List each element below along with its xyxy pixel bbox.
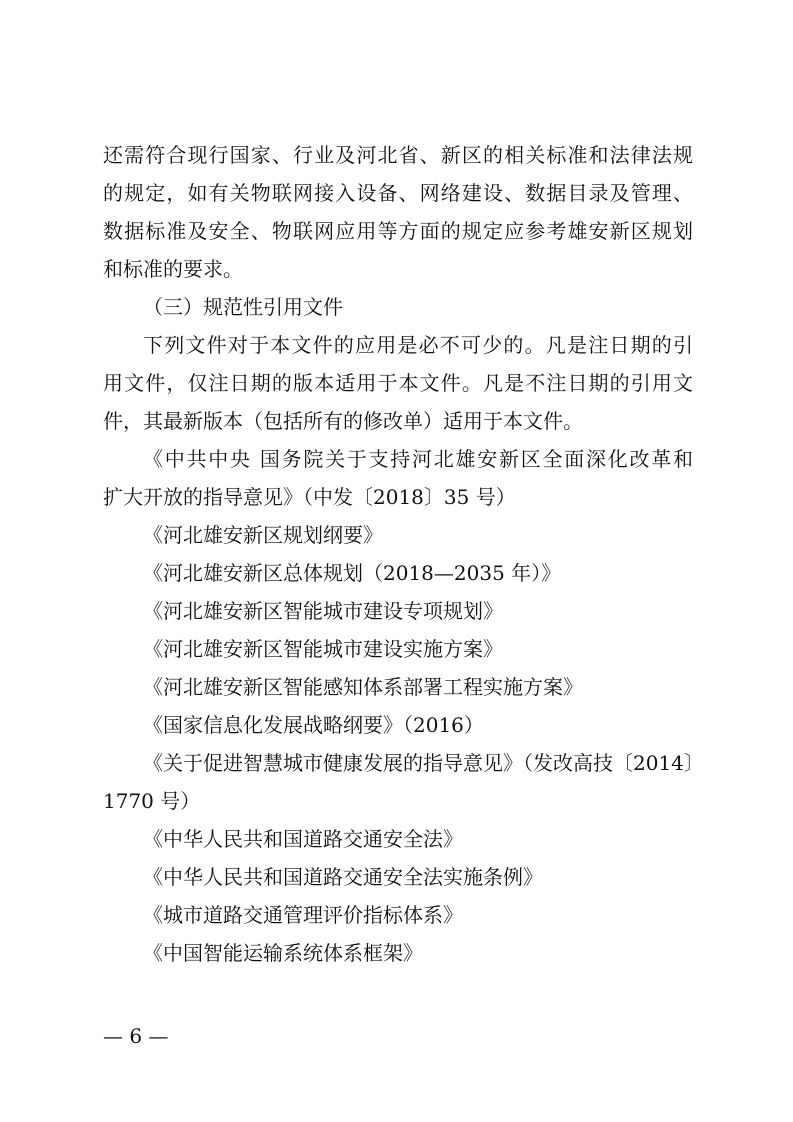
paragraph-line: 件，其最新版本（包括所有的修改单）适用于本文件。 — [103, 409, 583, 433]
paragraph-line: 的规定，如有关物联网接入设备、网络建设、数据目录及管理、 — [103, 181, 693, 205]
paragraph-line: 还需符合现行国家、行业及河北省、新区的相关标准和法律法规 — [103, 143, 693, 167]
reference-item: 扩大开放的指导意见》（中发〔2018〕35 号） — [103, 485, 516, 509]
paragraph-line: 用文件，仅注日期的版本适用于本文件。凡是不注日期的引用文 — [103, 371, 693, 395]
reference-item: 《河北雄安新区智能城市建设专项规划》 — [143, 599, 503, 623]
reference-item: 《河北雄安新区总体规划（2018—2035 年）》 — [143, 561, 562, 585]
paragraph-line: 数据标准及安全、物联网应用等方面的规定应参考雄安新区规划 — [103, 219, 693, 243]
reference-item: 《城市道路交通管理评价指标体系》 — [143, 903, 463, 927]
reference-item: 《中国智能运输系统体系框架》 — [143, 941, 423, 965]
reference-item: 《中华人民共和国道路交通安全法》 — [143, 827, 463, 851]
reference-item: 《关于促进智慧城市健康发展的指导意见》（发改高技〔2014〕 — [143, 751, 704, 775]
reference-item: 《国家信息化发展战略纲要》（2016） — [143, 713, 484, 737]
reference-item: 《河北雄安新区智能感知体系部署工程实施方案》 — [143, 675, 583, 699]
section-heading: （三）规范性引用文件 — [143, 295, 343, 319]
reference-item: 《中共中央 国务院关于支持河北雄安新区全面深化改革和 — [143, 447, 693, 471]
reference-item: 《中华人民共和国道路交通安全法实施条例》 — [143, 865, 543, 889]
reference-item: 1770 号） — [103, 789, 201, 813]
paragraph-line: 下列文件对于本文件的应用是必不可少的。凡是注日期的引 — [143, 333, 693, 357]
reference-item: 《河北雄安新区智能城市建设实施方案》 — [143, 637, 503, 661]
reference-item: 《河北雄安新区规划纲要》 — [143, 523, 383, 547]
page-number: — 6 — — [103, 1024, 169, 1048]
paragraph-line: 和标准的要求。 — [103, 257, 243, 281]
